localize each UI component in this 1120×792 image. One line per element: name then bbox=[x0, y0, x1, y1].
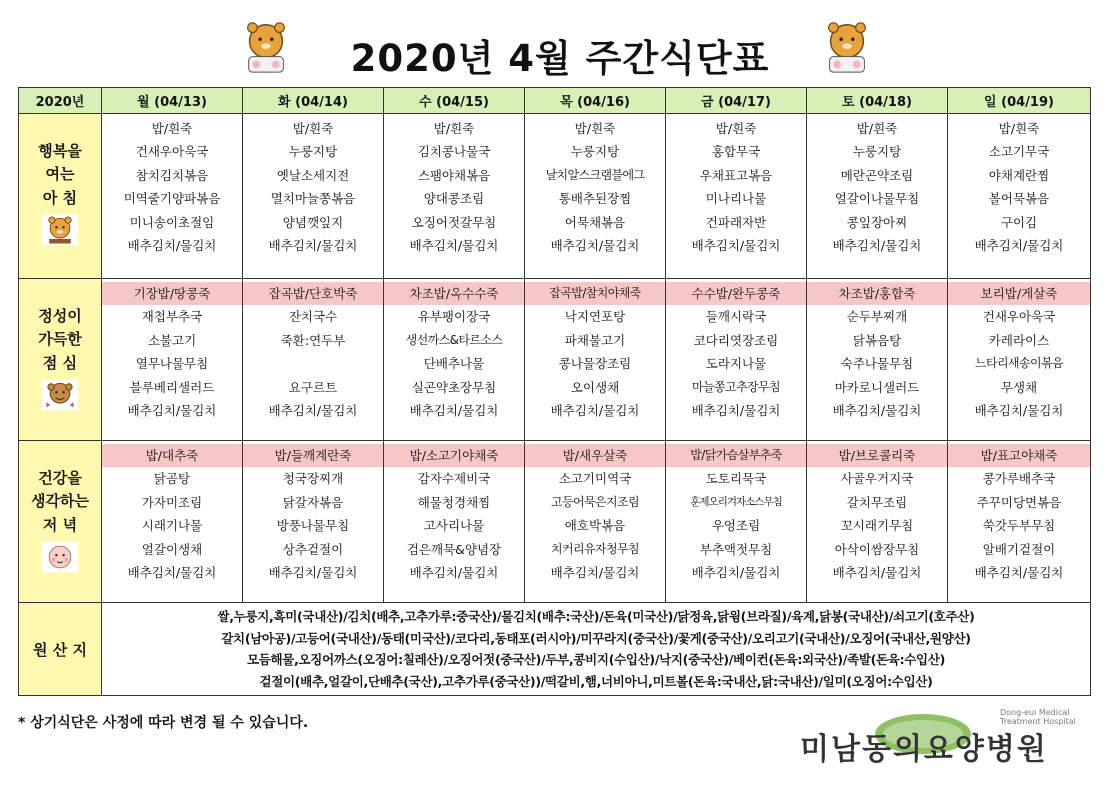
logo-sub-line-1: Dong-eui Medical bbox=[1000, 708, 1070, 717]
menu-item: 날치알스크램블에그 bbox=[545, 167, 645, 182]
header-tue: 화 (04/14) bbox=[243, 88, 384, 114]
menu-item: 낙지연포탕 bbox=[564, 309, 626, 325]
menu-item: 배추김치/물김치 bbox=[409, 237, 499, 253]
breakfast-label-line: 여는 bbox=[45, 165, 75, 184]
menu-item: 배추김치/물김치 bbox=[127, 402, 217, 418]
title-row bbox=[0, 10, 1120, 85]
menu-item: 도토리묵국 bbox=[705, 471, 767, 487]
lunch-label-line: 점 심 bbox=[42, 353, 78, 372]
menu-item: 쑥갓두부무침 bbox=[982, 518, 1056, 534]
origin-line: 모듬해물,오징어까스(오징어:칠레산)/오징어젓(중국산)/두부,콩비지(수입산)/낙지(중국산)/베이컨(돈육:외국산)/족발(돈육:수입산) bbox=[246, 652, 946, 667]
menu-item: 닭곰탕 bbox=[153, 471, 191, 487]
menu-item: 차조밥/홍합죽 bbox=[807, 282, 947, 305]
menu-item: 닭갈자볶음 bbox=[282, 494, 344, 510]
menu-item: 건새우아욱국 bbox=[135, 144, 209, 160]
menu-item: 밥/새우살죽 bbox=[525, 444, 665, 467]
weekly-menu-table bbox=[18, 87, 1091, 696]
menu-item: 숙주나물무침 bbox=[840, 356, 914, 372]
menu-item: 배추김치/물김치 bbox=[127, 564, 217, 580]
menu-item: 얼갈이생채 bbox=[141, 541, 203, 557]
menu-item: 들깨시락국 bbox=[705, 309, 767, 325]
menu-item: 죽환:연두부 bbox=[280, 332, 346, 348]
apeach-lunch-icon bbox=[42, 379, 78, 411]
origin-row bbox=[19, 603, 1091, 696]
lunch-label-line: 정성이 bbox=[38, 307, 82, 325]
menu-item: 밥/들깨계란죽 bbox=[243, 444, 383, 467]
ryan-mascot-icon bbox=[237, 18, 295, 76]
lunch-mon bbox=[102, 279, 243, 441]
menu-item: 밥/브로콜리죽 bbox=[807, 444, 947, 467]
menu-item: 카레라이스 bbox=[988, 332, 1050, 348]
notice-text: * 상기식단은 사정에 따라 변경 될 수 있습니다. bbox=[18, 715, 309, 731]
menu-item: 배추김치/물김치 bbox=[409, 402, 499, 418]
menu-item: 구이김 bbox=[1000, 214, 1038, 230]
menu-item: 단배추나물 bbox=[423, 356, 485, 372]
menu-item: 도라지나물 bbox=[705, 356, 767, 372]
menu-item: 치커리유자청무침 bbox=[551, 541, 639, 556]
dinner-mon bbox=[102, 441, 243, 603]
lunch-tue bbox=[243, 279, 384, 441]
menu-item: 배추김치/물김치 bbox=[974, 402, 1064, 418]
menu-item: 멸치마늘쫑볶음 bbox=[270, 191, 356, 207]
menu-item: 생선까스&타르소스 bbox=[405, 332, 503, 347]
breakfast-sun bbox=[948, 114, 1091, 279]
origin-line: 갈치(남아공)/고등어(국내산)/동태(미국산)/코다리,동태포(러시아)/미꾸라지(중국산)/꽃게(중국산)/오리고기(국내산)/오징어(국내산,원양산) bbox=[221, 630, 971, 646]
menu-item: 양념깻잎지 bbox=[282, 214, 344, 230]
menu-item: 누룽지탕 bbox=[852, 144, 902, 160]
menu-item: 배추김치/물김치 bbox=[691, 402, 781, 418]
menu-item: 훈제오리겨자소스무침 bbox=[690, 495, 782, 508]
lunch-label-line: 가득한 bbox=[38, 330, 82, 349]
origin-line: 쌀,누룽지,흑미(국내산)/김치(배추,고추가루:중국산)/물김치(배추:국산)/돈육(미국산)/닭정육,닭윙(브라질)/육계,닭봉(국내산)/쇠고기(호주산) bbox=[217, 609, 975, 624]
menu-item: 주꾸미당면볶음 bbox=[976, 494, 1062, 510]
menu-item: 콩잎장아찌 bbox=[846, 214, 908, 230]
menu-item: 밥/흰죽 bbox=[715, 121, 757, 136]
menu-item: 순두부찌개 bbox=[846, 309, 908, 325]
menu-item: 얼갈이나물무침 bbox=[834, 191, 920, 207]
logo-name: 미남동의요양병원 bbox=[800, 732, 1048, 767]
menu-item: 야채계란찜 bbox=[988, 167, 1050, 183]
menu-item: 소불고기 bbox=[147, 332, 197, 348]
dinner-label-line: 저 녁 bbox=[42, 515, 78, 534]
menu-item: 콩나물장조림 bbox=[558, 356, 632, 372]
menu-item: 배추김치/물김치 bbox=[550, 237, 640, 253]
menu-item: 배추김치/물김치 bbox=[691, 564, 781, 580]
dinner-fri bbox=[666, 441, 807, 603]
dinner-label-line: 생각하는 bbox=[31, 492, 89, 511]
breakfast-tue bbox=[243, 114, 384, 279]
menu-item: 청국장찌개 bbox=[282, 471, 344, 487]
menu-item: 건새우아욱국 bbox=[982, 309, 1056, 325]
menu-item: 배추김치/물김치 bbox=[832, 564, 922, 580]
menu-item: 오이생채 bbox=[570, 379, 620, 395]
menu-item: 아삭이쌈장무침 bbox=[834, 541, 920, 557]
dinner-sun bbox=[948, 441, 1091, 603]
menu-item: 배추김치/물김치 bbox=[832, 402, 922, 418]
menu-item bbox=[243, 352, 383, 375]
breakfast-sat bbox=[807, 114, 948, 279]
menu-item: 밥/대추죽 bbox=[102, 444, 242, 467]
breakfast-fri bbox=[666, 114, 807, 279]
menu-item: 통배추된장찜 bbox=[558, 191, 632, 207]
menu-item: 어묵채볶음 bbox=[564, 214, 626, 230]
menu-item: 밥/흰죽 bbox=[856, 121, 898, 136]
menu-item: 밥/소고기야채죽 bbox=[384, 444, 524, 467]
menu-item: 갈치무조림 bbox=[846, 494, 908, 510]
origin-label: 원 산 지 bbox=[19, 603, 102, 696]
menu-item: 소고기무국 bbox=[988, 144, 1050, 160]
breakfast-label-line: 행복을 bbox=[38, 142, 82, 160]
header-mon: 월 (04/13) bbox=[102, 88, 243, 114]
menu-item: 열무나물무침 bbox=[135, 356, 209, 372]
logo-sub-line-2: Treatment Hospital bbox=[1000, 717, 1076, 726]
menu-item: 수수밥/완두콩죽 bbox=[666, 282, 806, 305]
menu-item: 블루베리샐러드 bbox=[129, 379, 215, 395]
ryan-mascot-icon bbox=[818, 18, 876, 76]
dinner-tue bbox=[243, 441, 384, 603]
header-thu: 목 (04/16) bbox=[525, 88, 666, 114]
menu-item: 재첩부추국 bbox=[141, 309, 203, 325]
breakfast-wed bbox=[384, 114, 525, 279]
menu-item: 시래기나물 bbox=[141, 518, 203, 534]
dinner-wed bbox=[384, 441, 525, 603]
breakfast-row bbox=[19, 114, 1091, 279]
header-wed: 수 (04/15) bbox=[384, 88, 525, 114]
menu-item: 요구르트 bbox=[288, 379, 338, 395]
menu-item: 건파래자반 bbox=[705, 214, 767, 230]
dinner-row bbox=[19, 441, 1091, 603]
dinner-label bbox=[19, 441, 102, 603]
lunch-wed bbox=[384, 279, 525, 441]
menu-item: 파채불고기 bbox=[564, 332, 626, 348]
apeach-dinner-icon bbox=[42, 541, 78, 573]
menu-item: 닭볶음탕 bbox=[852, 332, 902, 348]
logo-subtitle bbox=[1000, 708, 1076, 726]
menu-item: 유부팽이장국 bbox=[417, 309, 491, 325]
menu-item: 배추김치/물김치 bbox=[974, 564, 1064, 580]
menu-item: 스팸야채볶음 bbox=[417, 167, 491, 183]
menu-item: 보리밥/게살죽 bbox=[948, 282, 1090, 305]
lunch-row bbox=[19, 279, 1091, 441]
menu-item: 미역줄기양파볶음 bbox=[123, 191, 221, 207]
menu-item: 고사리나물 bbox=[423, 518, 485, 534]
menu-item: 소고기미역국 bbox=[558, 471, 632, 487]
menu-item: 우엉조림 bbox=[711, 518, 761, 534]
menu-item: 양대콩조림 bbox=[423, 191, 485, 207]
menu-item: 해물청경채찜 bbox=[417, 494, 491, 510]
menu-item: 잡곡밥/참치야채죽 bbox=[525, 282, 665, 305]
dinner-thu bbox=[525, 441, 666, 603]
menu-item: 실곤약초장무침 bbox=[411, 379, 497, 395]
dinner-label-line: 건강을 bbox=[38, 469, 82, 487]
menu-item: 우채표고볶음 bbox=[699, 167, 773, 183]
menu-item: 부추액젓무침 bbox=[699, 541, 773, 557]
header-year: 2020년 bbox=[19, 88, 102, 114]
lunch-thu bbox=[525, 279, 666, 441]
menu-item: 배추김치/물김치 bbox=[550, 402, 640, 418]
menu-item: 가자미조림 bbox=[141, 494, 203, 510]
menu-item: 배추김치/물김치 bbox=[550, 564, 640, 580]
menu-item: 홍합무국 bbox=[711, 144, 761, 160]
header-sun: 일 (04/19) bbox=[948, 88, 1091, 114]
menu-item: 미니송이초절임 bbox=[129, 214, 215, 230]
menu-item: 배추김치/물김치 bbox=[691, 237, 781, 253]
breakfast-label bbox=[19, 114, 102, 279]
menu-item: 알배기겉절이 bbox=[982, 541, 1056, 557]
page-title: 2020년 4월 주간식단표 bbox=[350, 37, 770, 80]
menu-item: 고등어묵은지조림 bbox=[551, 494, 639, 509]
menu-item: 차조밥/옥수수죽 bbox=[384, 282, 524, 305]
origin-line: 겉절이(배추,얼갈이,단배추(국산),고추가루(중국산))/떡갈비,햄,너비아니,미트볼(돈육:국내산,닭:국내산)/일미(오징어:수입산) bbox=[259, 673, 933, 689]
header-row bbox=[19, 88, 1091, 114]
menu-item: 누룽지탕 bbox=[570, 144, 620, 160]
menu-item: 애호박볶음 bbox=[564, 518, 626, 534]
menu-item: 상추겉절이 bbox=[282, 541, 344, 557]
menu-item: 볼어묵볶음 bbox=[988, 191, 1050, 207]
menu-item: 밥/흰죽 bbox=[433, 121, 475, 136]
menu-item: 방풍나물무침 bbox=[276, 518, 350, 534]
lunch-label bbox=[19, 279, 102, 441]
breakfast-thu bbox=[525, 114, 666, 279]
menu-item: 검은깨묵&양념장 bbox=[406, 541, 502, 557]
menu-item: 기장밥/땅콩죽 bbox=[102, 282, 242, 305]
menu-item: 오징어젓갈무침 bbox=[411, 214, 497, 230]
menu-item: 옛날소세지전 bbox=[276, 167, 350, 183]
menu-item: 밥/흰죽 bbox=[574, 121, 616, 136]
menu-item: 누룽지탕 bbox=[288, 144, 338, 160]
menu-item: 마늘쫑고추장무침 bbox=[692, 379, 780, 394]
menu-item: 콩가루배추국 bbox=[982, 471, 1056, 487]
menu-item: 잔치국수 bbox=[288, 309, 338, 325]
menu-item: 꼬시래기무침 bbox=[840, 518, 914, 534]
menu-item: 밥/닭가슴살부추죽 bbox=[666, 444, 806, 467]
menu-item: 미나리나물 bbox=[705, 191, 767, 207]
menu-item: 배추김치/물김치 bbox=[268, 564, 358, 580]
breakfast-label-line: 아 침 bbox=[42, 188, 78, 207]
menu-item: 메란곤약조림 bbox=[840, 167, 914, 183]
menu-item: 감자수제비국 bbox=[417, 471, 491, 487]
menu-item: 참치김치볶음 bbox=[135, 167, 209, 183]
header-fri: 금 (04/17) bbox=[666, 88, 807, 114]
ryan-breakfast-icon bbox=[42, 214, 78, 246]
lunch-sun bbox=[948, 279, 1091, 441]
lunch-fri bbox=[666, 279, 807, 441]
menu-item: 배추김치/물김치 bbox=[409, 564, 499, 580]
menu-item: 마카로니샐러드 bbox=[834, 379, 920, 395]
menu-item: 밥/흰죽 bbox=[151, 121, 193, 136]
menu-item: 배추김치/물김치 bbox=[832, 237, 922, 253]
menu-item: 코다리엿장조림 bbox=[693, 332, 779, 348]
menu-item: 김치콩나물국 bbox=[417, 144, 491, 160]
menu-item: 배추김치/물김치 bbox=[268, 402, 358, 418]
menu-item: 밥/흰죽 bbox=[292, 121, 334, 136]
origin-content bbox=[102, 603, 1091, 696]
dinner-sat bbox=[807, 441, 948, 603]
menu-item: 배추김치/물김치 bbox=[127, 237, 217, 253]
menu-item: 밥/표고야채죽 bbox=[948, 444, 1090, 467]
menu-item: 밥/흰죽 bbox=[998, 121, 1040, 136]
menu-item: 사골우거지국 bbox=[840, 471, 914, 487]
breakfast-mon bbox=[102, 114, 243, 279]
menu-item: 느타리새송이볶음 bbox=[975, 356, 1063, 371]
hospital-logo bbox=[790, 698, 1100, 778]
lunch-sat bbox=[807, 279, 948, 441]
menu-item: 배추김치/물김치 bbox=[268, 237, 358, 253]
header-sat: 토 (04/18) bbox=[807, 88, 948, 114]
menu-item: 무생채 bbox=[1000, 379, 1038, 395]
menu-item: 배추김치/물김치 bbox=[974, 237, 1064, 253]
menu-item: 잡곡밥/단호박죽 bbox=[243, 282, 383, 305]
